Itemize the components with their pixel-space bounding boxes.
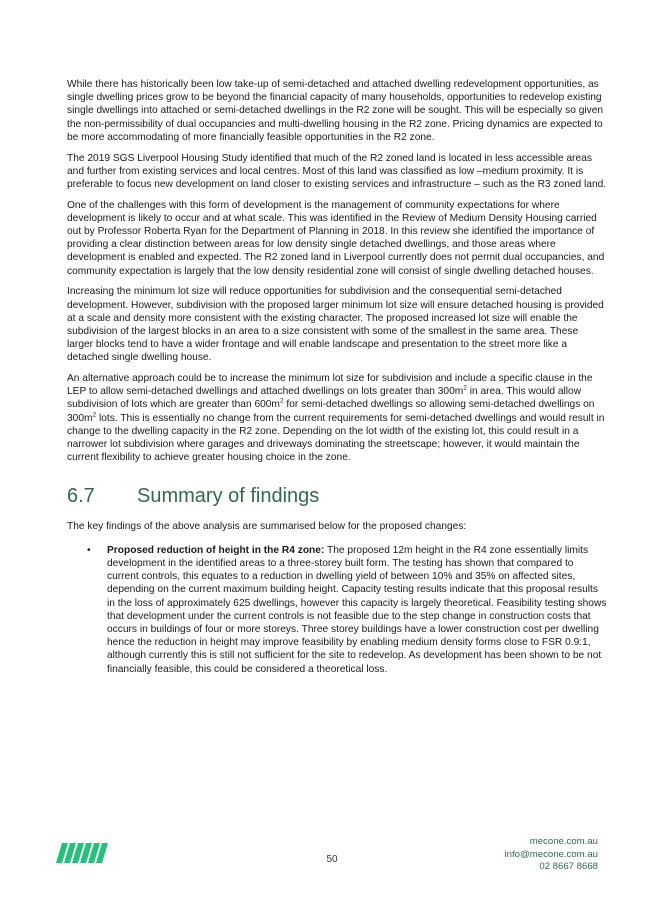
phone-number: 02 8667 8668	[539, 861, 598, 873]
paragraph-4: Increasing the minimum lot size will reduce opportunities for subdivision and the consequential semi-detached development. However, subdivision with the proposed larger minimum lot size will ensure detached housing is provided at a scale and density more consistent with the existing character. The proposed increased lot size will enable the subdivision of the largest blocks in an area to a size consistent with some of the smallest in the same area. These larger blocks tend to have a wider frontage and will enable landscape and presentation to the street more like a detached single dwelling house.	[67, 286, 604, 364]
contact-details	[505, 836, 598, 874]
paragraph-5-part-2: in area. This would allow subdivision of lots which are greater than 600m	[67, 386, 582, 411]
superscript-2: 2	[92, 411, 97, 419]
paragraph-3: One of the challenges with this form of development is the management of community expectations for where development is likely to occur and at what scale. This was identified in the Review of Medium Density Housing carried out by Professor Roberta Ryan for the Department of Planning in 2018. In this review she identified the importance of providing a clear distinction between areas for low density single detached dwellings, and those areas where development is enabled and expected. The R2 zoned land in Liverpool currently does not permit dual occupancies, and community expectation is largely that the low density residential zone will consist of single dwelling detached houses.	[67, 199, 605, 277]
paragraph-5-part-4: lots. This is essentially no change from the current requirements for semi-detached dwellings and would result in change to the dwelling capacity in the R2 zone. Depending on the lot width of the existing lot, this could result in a narrower lot subdivision where garages and driveways dominating the streetscape; however, it would maintain the current flexibility to achieve greater housing choice in the zone.	[67, 412, 605, 464]
finding-heading: Proposed reduction of height in the R4 zone:	[107, 544, 325, 556]
page-content	[67, 78, 607, 676]
findings-list	[67, 544, 607, 676]
paragraph-5-part-1: An alternative approach could be to increase the minimum lot size for subdivision and include a specific clause in the LEP to allow semi-detached dwellings and attached dwellings on lots greater than 300m	[67, 373, 593, 398]
email-link[interactable]: info@mecone.com.au	[504, 848, 598, 860]
findings-intro: The key findings of the above analysis are summarised below for the proposed changes:	[67, 521, 467, 533]
paragraph-1: While there has historically been low take-up of semi-detached and attached dwelling redevelopment opportunities, as single dwelling prices grow to be beyond the financial capacity of many households, opportunities to redevelop existing single dwellings into attached or semi-detached dwellings in the R2 zone will be sought. This will be especially so given the non-permissibility of dual occupancies and multi-dwelling housing in the R2 zone. Pricing dynamics are expected to be more accommodating of more financially feasible opportunities in the R2 zone.	[67, 79, 604, 143]
finding-text: The proposed 12m height in the R4 zone essentially limits development in the identified areas to a three-storey built form. The testing has shown that compared to current controls, this equates to a reduction in dwelling yield of between 10% and 35% on affected sites, depending on the current maximum building height. Capacity testing results indicate that this proposal results in the loss of approximately 625 dwellings, however this capacity is largely theoretical. Feasibility testing shows that development under the current controls is not feasible due to the step change in construction costs that occurs in buildings of four or more storeys. Three storey buildings have a lower construction cost per dwelling hence the reduction in height may improve feasibility by enabling medium density forms close to FSR 0.9:1, although currently this is still not sufficient for the site to redevelop. As development has been shown to be not financially feasible, this could be considered a theoretical loss.	[107, 544, 607, 675]
section-number: 6.7	[67, 485, 95, 508]
website-link[interactable]: mecone.com.au	[529, 836, 598, 847]
mecone-logo-icon	[54, 839, 110, 867]
page-number: 50	[326, 854, 338, 865]
list-item	[67, 544, 607, 676]
superscript-2: 2	[463, 384, 467, 392]
paragraph-5-part-3: for semi-detached dwellings so allowing semi-detached dwellings on 300m	[67, 399, 595, 424]
bullet-point: •	[87, 544, 91, 556]
paragraph-5	[67, 372, 607, 464]
section-title: Summary of findings	[137, 485, 320, 508]
section-heading	[67, 484, 607, 508]
paragraph-2: The 2019 SGS Liverpool Housing Study identified that much of the R2 zoned land is located in less accessible areas and further from existing services and local centres. Most of this land was classified as low –medium proximity. It is preferable to focus new development on land closer to existing services and infrastructure – such as the R3 zoned land.	[67, 152, 607, 190]
superscript-2: 2	[279, 398, 284, 406]
